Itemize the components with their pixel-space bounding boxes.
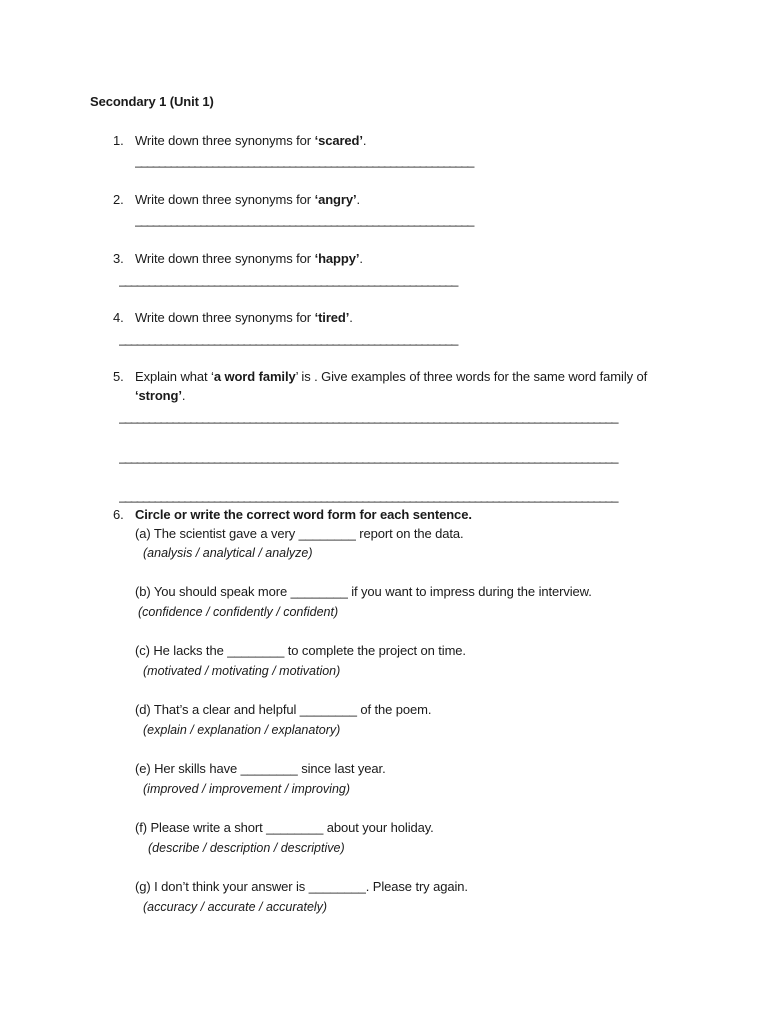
- question-6-heading: Circle or write the correct word form for each sentence.: [135, 507, 472, 522]
- question-4-keyword: ‘tired’: [314, 310, 350, 325]
- question-1-number: 1.: [113, 133, 124, 148]
- question-5-keyword: a word family: [213, 369, 296, 384]
- item-g-options[interactable]: (accuracy / accurate / accurately): [143, 900, 328, 914]
- item-f-sentence: (f) Please write a short ________ about your holiday.: [135, 820, 434, 835]
- question-2-number: 2.: [113, 192, 124, 207]
- item-b-sentence: (b) You should speak more ________ if you want to impress during the interview.: [135, 584, 592, 599]
- question-2-text: Write down three synonyms for ‘angry’.: [135, 192, 361, 207]
- question-3-keyword: ‘happy’: [314, 251, 360, 266]
- question-1-text: Write down three synonyms for ‘scared’.: [135, 133, 367, 148]
- question-5-text: Explain what ‘a word family’ is . Give examples of three words for the same word family of: [135, 369, 648, 384]
- answer-line-1[interactable]: _________________________________________________________: [135, 153, 474, 168]
- item-f-options[interactable]: (describe / description / descriptive): [148, 841, 345, 855]
- answer-line-5a[interactable]: ____________________________________________________________________________________: [119, 409, 618, 424]
- question-6-number: 6.: [113, 507, 124, 522]
- answer-line-2[interactable]: _________________________________________________________: [135, 212, 474, 227]
- question-2-keyword: ‘angry’: [314, 192, 357, 207]
- item-c-sentence: (c) He lacks the ________ to complete the project on time.: [135, 643, 466, 658]
- answer-line-3[interactable]: _________________________________________________________: [119, 272, 458, 287]
- item-e-sentence: (e) Her skills have ________ since last year.: [135, 761, 386, 776]
- question-3-number: 3.: [113, 251, 124, 266]
- question-1-keyword: ‘scared’: [314, 133, 363, 148]
- item-e-options[interactable]: (improved / improvement / improving): [143, 782, 351, 796]
- item-d-sentence: (d) That’s a clear and helpful ________ of the poem.: [135, 702, 432, 717]
- page-title: Secondary 1 (Unit 1): [90, 94, 214, 109]
- answer-line-5b[interactable]: ____________________________________________________________________________________: [119, 449, 618, 464]
- item-a-options[interactable]: (analysis / analytical / analyze): [143, 546, 313, 560]
- question-5-example-word: ‘strong’: [135, 388, 182, 403]
- question-5-number: 5.: [113, 369, 124, 384]
- question-5-text-continued: ‘strong’.: [135, 388, 186, 403]
- item-g-sentence: (g) I don’t think your answer is ________. Please try again.: [135, 879, 468, 894]
- answer-line-5c[interactable]: ____________________________________________________________________________________: [119, 488, 618, 503]
- question-3-text: Write down three synonyms for ‘happy’.: [135, 251, 363, 266]
- item-a-sentence: (a) The scientist gave a very ________ report on the data.: [135, 526, 464, 541]
- item-d-options[interactable]: (explain / explanation / explanatory): [143, 723, 341, 737]
- item-c-options[interactable]: (motivated / motivating / motivation): [143, 664, 341, 678]
- item-b-options[interactable]: (confidence / confidently / confident): [138, 605, 339, 619]
- question-4-number: 4.: [113, 310, 124, 325]
- question-4-text: Write down three synonyms for ‘tired’.: [135, 310, 353, 325]
- answer-line-4[interactable]: _________________________________________________________: [119, 331, 458, 346]
